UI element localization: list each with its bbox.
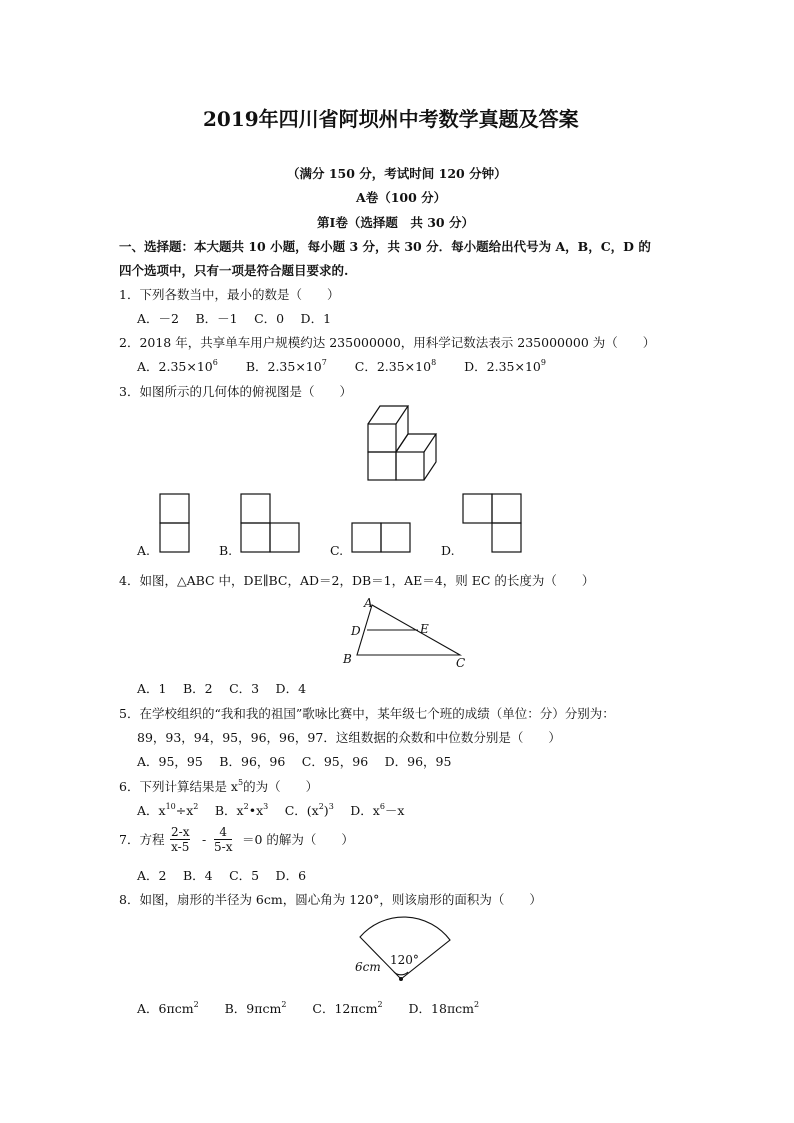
q3-label-a: A.: [137, 543, 151, 558]
q3-option-a-figure: [160, 494, 190, 554]
q7-fraction-1: $\frac{2-x}{x-5}$: [171, 825, 190, 854]
q8-option-c: C．12πcm$^2$: [312, 1000, 383, 1016]
part-a-heading: A卷（100 分）: [356, 190, 447, 205]
section-instructions-line2: 四个选项中，只有一项是符合题目要求的.: [119, 263, 349, 278]
q3-label-b: B.: [219, 543, 233, 558]
q3-stem: 3．如图所示的几何体的俯视图是（ ）: [119, 384, 352, 399]
q4-label-a: A: [364, 596, 373, 610]
q1-options: A．－2 B．－1 C．0 D．1: [137, 311, 332, 326]
q7-options: A．2 B．4 C．5 D．6: [137, 868, 307, 883]
q5-stem-line2: 89，93，94，95，96，96，97．这组数据的众数和中位数分别是（ ）: [137, 730, 561, 745]
q3-label-d: D.: [441, 543, 455, 558]
q8-angle-label: 120°: [390, 953, 419, 967]
q1-stem: 1．下列各数当中，最小的数是（ ）: [119, 287, 340, 302]
q5-options: A．95，95 B．96，96 C．95，96 D．96，95: [137, 754, 452, 769]
q4-label-d: D: [351, 624, 361, 638]
page-title: 2019年四川省阿坝州中考数学真题及答案: [203, 107, 579, 131]
q5-stem-line1: 5．在学校组织的“我和我的祖国”歌咏比赛中，某年级七个班的成绩（单位：分）分别为：: [119, 706, 615, 721]
q3-label-c: C.: [330, 543, 344, 558]
score-time-note: （满分 150 分，考试时间 120 分钟）: [287, 166, 507, 181]
q4-label-b: B: [343, 652, 352, 666]
q2-option-b: B．$2.35\times 10^7$: [245, 358, 327, 374]
q8-options: [137, 1001, 479, 1017]
q4-label-e: E: [420, 622, 429, 636]
q8-sector-figure: [340, 915, 470, 990]
q7-stem-suffix: ＝0 的解为（ ）: [242, 832, 354, 847]
q8-radius-label: 6cm: [355, 960, 381, 974]
q2-stem: 2．2018 年，共享单车用户规模约达 235000000，用科学记数法表示 235000000 为（ ）: [119, 335, 656, 350]
q6-options: A．$x^{10}\div x^2$ B．$x^2•x^3$ C．$(x^2)^3$ D．$x^6-x$: [137, 802, 405, 818]
q3-option-b-figure: [241, 494, 301, 554]
q2-option-c: C．$2.35\times 10^8$: [354, 358, 437, 374]
q4-triangle-figure: [340, 595, 480, 670]
q7-stem-prefix: 7．方程: [119, 832, 165, 847]
q7-minus: -: [202, 832, 207, 847]
q8-option-b: B．9πcm$^2$: [224, 1000, 287, 1016]
volume-heading: 第Ⅰ卷（选择题 共 30 分）: [317, 215, 474, 230]
q3-option-d-figure: [463, 494, 523, 554]
q3-solid-figure: [360, 402, 450, 482]
q2-options: [137, 359, 546, 375]
q8-option-a: A．6πcm$^2$: [137, 1000, 199, 1016]
q6-stem: 6．下列计算结果是 $x^5$的为（ ）: [119, 778, 319, 794]
q2-option-a: A．$2.35\times 10^6$: [137, 358, 218, 374]
q8-stem: 8．如图，扇形的半径为 6cm，圆心角为 120°，则该扇形的面积为（ ）: [119, 892, 542, 907]
q4-stem: 4．如图，△ABC 中，DE∥BC，AD＝2，DB＝1，AE＝4，则 EC 的长度为（ ）: [119, 573, 595, 588]
q8-option-d: D．18πcm$^2$: [408, 1000, 480, 1016]
q2-option-d: D．$2.35\times 10^9$: [464, 358, 546, 374]
section-instructions-line1: 一、选择题：本大题共 10 小题，每小题 3 分，共 30 分．每小题给出代号为 A，B，C，D 的: [119, 239, 651, 254]
q4-options: A．1 B．2 C．3 D．4: [137, 681, 307, 696]
q4-label-c: C: [456, 656, 466, 670]
q7-fraction-2: $\frac{4}{5-x}$: [214, 825, 233, 854]
q3-option-c-figure: [352, 523, 412, 553]
